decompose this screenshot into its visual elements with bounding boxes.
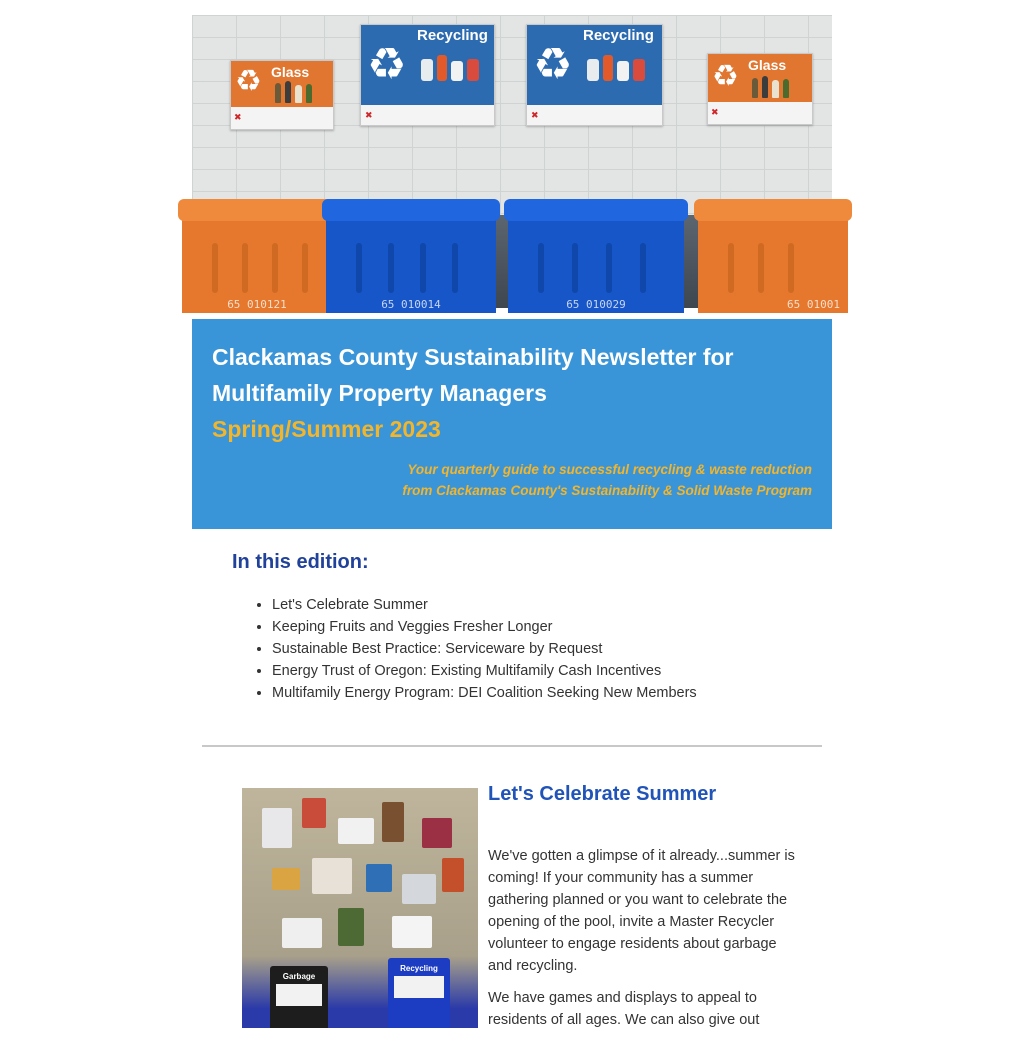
article-photo-recycling-display xyxy=(242,788,478,1028)
article-title: Let's Celebrate Summer xyxy=(488,783,717,805)
orange-glass-bin: 65 010121 xyxy=(182,203,332,313)
edition-item: • Keeping Fruits and Veggies Fresher Longer xyxy=(272,616,697,638)
recycle-icon: ♻ xyxy=(367,39,407,90)
not-accepted-icon: ✖ xyxy=(531,111,539,121)
recycle-icon: ♻ xyxy=(712,59,739,94)
hero-photo-recycling-bins xyxy=(192,15,840,311)
edition-item: • Energy Trust of Oregon: Existing Multifamily Cash Incentives xyxy=(272,660,697,682)
tagline-line-2: from Clackamas County's Sustainability & Solid Waste Program xyxy=(402,483,812,498)
blue-recycling-bin: 65 010014 xyxy=(326,203,496,313)
not-accepted-icon: ✖ xyxy=(234,113,242,123)
edition-item: • Multifamily Energy Program: DEI Coalition Seeking New Members xyxy=(272,682,697,704)
section-divider xyxy=(202,745,822,747)
newsletter-title: Clackamas County Sustainability Newsletter for Multifamily Property Managers xyxy=(212,344,734,406)
newsletter-season: Spring/Summer 2023 xyxy=(212,416,441,442)
orange-glass-bin: 65 01001 xyxy=(698,203,848,313)
article-body xyxy=(488,845,798,1041)
newsletter-tagline xyxy=(402,459,812,501)
recycling-sign-2: ♻ Recycling ✖ xyxy=(526,24,663,126)
blue-recycling-bin: 65 010029 xyxy=(508,203,684,313)
tagline-line-1: Your quarterly guide to successful recycling & waste reduction xyxy=(407,462,812,477)
not-accepted-icon: ✖ xyxy=(365,111,373,121)
recycle-icon: ♻ xyxy=(235,64,262,99)
recycle-icon: ♻ xyxy=(533,39,573,90)
recycling-sign-1: ♻ Recycling ✖ xyxy=(360,24,495,126)
edition-list xyxy=(232,594,697,704)
edition-item: • Let's Celebrate Summer xyxy=(272,594,697,616)
garbage-bin: Garbage xyxy=(270,966,328,1028)
not-accepted-icon: ✖ xyxy=(711,108,719,118)
glass-sign-right: ♻ Glass ✖ xyxy=(707,53,813,125)
edition-heading: In this edition: xyxy=(232,551,369,573)
article-paragraph: We've gotten a glimpse of it already...summer is coming! If your community has a summer gathering planned or you want to celebrate the opening of the pool, invite a Master Recycler volunteer to engage residents about garbage and recycling. xyxy=(488,848,795,974)
recycling-bin: Recycling xyxy=(388,958,450,1028)
glass-sign-left: ♻ Glass ✖ xyxy=(230,60,334,130)
newsletter-email xyxy=(192,15,840,1028)
newsletter-header xyxy=(192,319,832,529)
article-paragraph: We have games and displays to appeal to residents of all ages. We can also give out xyxy=(488,990,760,1028)
edition-item: • Sustainable Best Practice: Serviceware by Request xyxy=(272,638,697,660)
